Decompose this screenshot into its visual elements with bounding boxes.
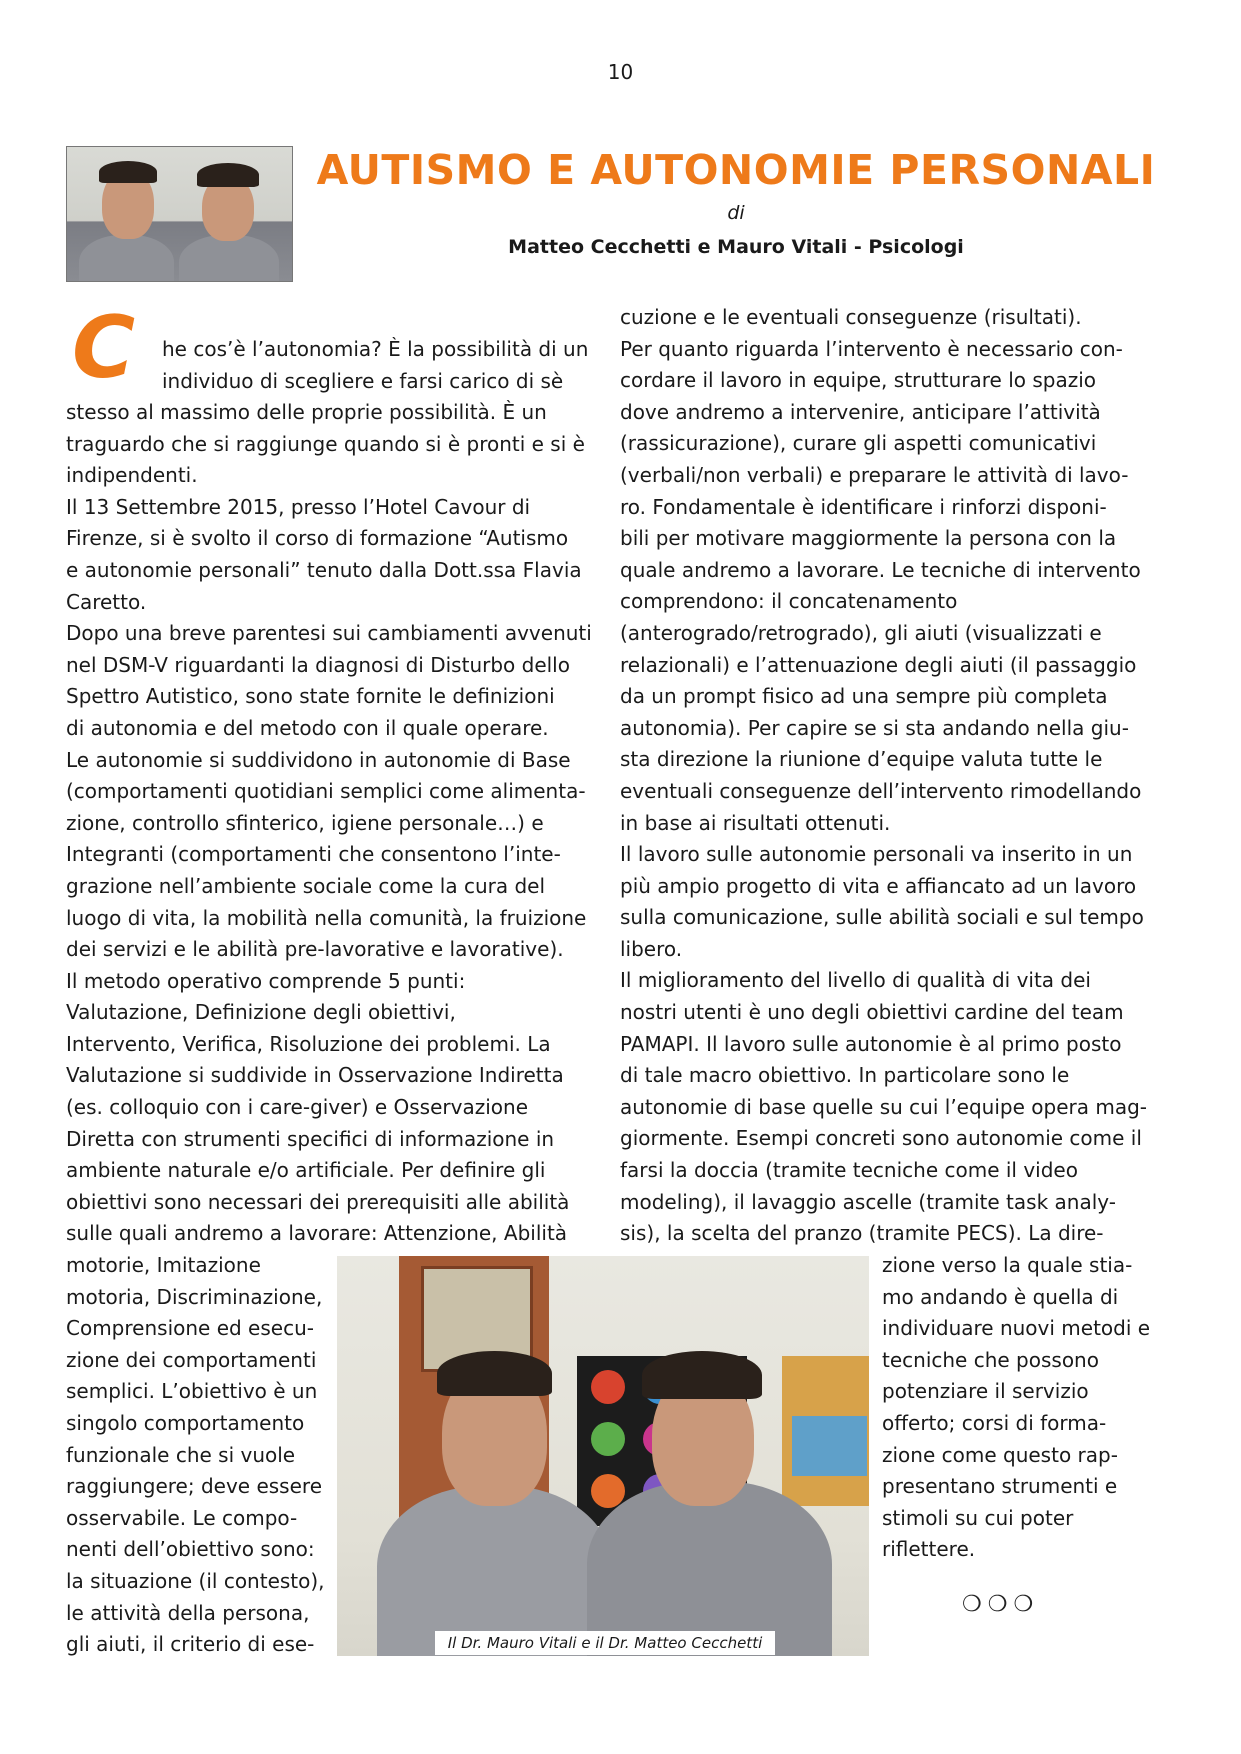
text-line: indipendenti. <box>66 463 198 488</box>
text-line: Per quanto riguarda l’intervento è necessario con- <box>620 336 1123 361</box>
text-line: Il metodo operativo comprende 5 punti: <box>66 968 466 993</box>
text-line: (anterogrado/retrogrado), gli aiuti (visualizzati e <box>620 620 1102 645</box>
left-column-wrap <box>66 1250 336 1661</box>
text-line: presentano strumenti e <box>882 1474 1118 1499</box>
photo-caption: Il Dr. Mauro Vitali e il Dr. Matteo Cecchetti <box>435 1631 775 1655</box>
text-line: cuzione e le eventuali conseguenze (risultati). <box>620 305 1082 329</box>
text-line: e autonomie personali” tenuto dalla Dott.ssa Flavia <box>66 557 582 582</box>
authors-line: Matteo Cecchetti e Mauro Vitali - Psicologi <box>508 236 964 258</box>
text-line: le attività della persona, <box>66 1600 310 1625</box>
text-line: bili per motivare maggiormente la persona con la <box>620 526 1117 551</box>
text-line: eventuali conseguenze dell’intervento rimodellando <box>620 778 1142 803</box>
text-line: motoria, Discriminazione, <box>66 1284 323 1309</box>
text-line: Il lavoro sulle autonomie personali va inserito in un <box>620 842 1133 867</box>
page-number: 10 <box>607 60 634 84</box>
text-line: libero. <box>620 936 683 961</box>
drop-cap: C <box>72 298 136 398</box>
text-line: quale andremo a lavorare. Le tecniche di intervento <box>620 557 1141 582</box>
text-line: sulla comunicazione, sulle abilità sociali e sul tempo <box>620 905 1144 930</box>
text-line: zione verso la quale stia- <box>882 1253 1133 1277</box>
text-line: in base ai risultati ottenuti. <box>620 810 891 835</box>
text-line: ambiente naturale e/o artificiale. Per definire gli <box>66 1158 546 1183</box>
text-line: Valutazione, Definizione degli obiettivi, <box>66 1000 456 1025</box>
text-line: comprendono: il concatenamento <box>620 589 958 614</box>
text-line: (rassicurazione), curare gli aspetti comunicativi <box>620 431 1097 456</box>
text-line: giormente. Esempi concreti sono autonomie come il <box>620 1126 1142 1151</box>
text-line: relazionali) e l’attenuazione degli aiuti (il passaggio <box>620 652 1137 677</box>
byline-di: di <box>727 202 745 224</box>
text-line: riflettere. <box>882 1537 976 1562</box>
text-line: sta direzione la riunione d’equipe valuta tutte le <box>620 747 1103 772</box>
text-line: Comprensione ed esecu- <box>66 1316 314 1341</box>
text-line: modeling), il lavaggio ascelle (tramite task analy- <box>620 1189 1116 1214</box>
text-line: obiettivi sono necessari dei prerequisiti alle abilità <box>66 1189 570 1214</box>
text-line: he cos’è l’autonomia? È la possibilità di un <box>162 337 589 361</box>
text-line: Diretta con strumenti specifici di informazione in <box>66 1126 555 1151</box>
text-line: dei servizi e le abilità pre-lavorative e lavorative). <box>66 937 564 962</box>
text-line: sulle quali andremo a lavorare: Attenzione, Abilità <box>66 1221 568 1246</box>
photo-box <box>792 1416 867 1476</box>
left-column <box>66 397 596 1250</box>
text-line: funzionale che si vuole <box>66 1442 296 1467</box>
text-line: nenti dell’obiettivo sono: <box>66 1537 315 1562</box>
text-line: Integranti (comportamenti che consentono l’inte- <box>66 842 561 867</box>
right-column <box>620 302 1160 1250</box>
text-line: di autonomia e del metodo con il quale operare. <box>66 715 549 740</box>
text-line: offerto; corsi di forma- <box>882 1410 1107 1435</box>
text-line: gli aiuti, il criterio di ese- <box>66 1632 315 1657</box>
text-line: grazione nell’ambiente sociale come la cura del <box>66 873 546 898</box>
text-line: PAMAPI. Il lavoro sulle autonomie è al primo posto <box>620 1031 1122 1056</box>
text-line: traguardo che si raggiunge quando si è pronti e si è <box>66 431 585 456</box>
text-line: zione, controllo sfinterico, igiene personale…) e <box>66 810 544 835</box>
text-line: Il 13 Settembre 2015, presso l’Hotel Cavour di <box>66 494 531 519</box>
text-line: autonomie di base quelle su cui l’equipe opera mag- <box>620 1094 1147 1119</box>
text-line: (es. colloquio con i care-giver) e Osservazione <box>66 1095 528 1120</box>
text-line: luogo di vita, la mobilità nella comunità, la fruizione <box>66 905 587 930</box>
article-title: AUTISMO E AUTONOMIE PERSONALI <box>316 146 1156 194</box>
intro-lines <box>162 334 602 397</box>
text-line: Spettro Autistico, sono state fornite le definizioni <box>66 684 555 709</box>
header-photo <box>66 146 293 282</box>
text-line: autonomia). Per capire se si sta andando nella giu- <box>620 715 1129 740</box>
end-of-article-marks: ❍❍❍ <box>962 1592 1040 1617</box>
text-line: raggiungere; deve essere <box>66 1474 322 1499</box>
text-line: più ampio progetto di vita e affiancato ad un lavoro <box>620 873 1137 898</box>
text-line: tecniche che possono <box>882 1347 1099 1372</box>
text-line: motorie, Imitazione <box>66 1253 261 1277</box>
text-line: Le autonomie si suddividono in autonomie di Base <box>66 747 571 772</box>
text-line: zione come questo rap- <box>882 1442 1118 1467</box>
text-line: (comportamenti quotidiani semplici come alimenta- <box>66 779 586 804</box>
text-line: farsi la doccia (tramite tecniche come il video <box>620 1158 1078 1183</box>
text-line: potenziare il servizio <box>882 1379 1089 1404</box>
text-line: nel DSM-V riguardanti la diagnosi di Disturbo dello <box>66 652 570 677</box>
text-line: Caretto. <box>66 589 147 614</box>
text-line: (verbali/non verbali) e preparare le attività di lavo- <box>620 462 1129 487</box>
text-line: Valutazione si suddivide in Osservazione Indiretta <box>66 1063 564 1088</box>
text-line: nostri utenti è uno degli obiettivi cardine del team <box>620 1000 1124 1025</box>
text-line: individuo di scegliere e farsi carico di sè <box>162 368 564 393</box>
text-line: di tale macro obiettivo. In particolare sono le <box>620 1063 1070 1088</box>
text-line: cordare il lavoro in equipe, strutturare lo spazio <box>620 368 1097 393</box>
text-line: Firenze, si è svolto il corso di formazione “Autismo <box>66 526 569 551</box>
text-line: stesso al massimo delle proprie possibilità. È un <box>66 400 547 424</box>
text-line: ro. Fondamentale è identificare i rinforzi disponi- <box>620 494 1107 519</box>
main-photo <box>337 1256 869 1656</box>
text-line: zione dei comportamenti <box>66 1347 317 1372</box>
text-line: dove andremo a intervenire, anticipare l’attività <box>620 399 1101 424</box>
text-line: individuare nuovi metodi e <box>882 1316 1151 1341</box>
text-line: Intervento, Verifica, Risoluzione dei problemi. La <box>66 1031 551 1056</box>
text-line: singolo comportamento <box>66 1410 305 1435</box>
text-line: semplici. L’obiettivo è un <box>66 1379 318 1404</box>
text-line: Dopo una breve parentesi sui cambiamenti avvenuti <box>66 621 592 646</box>
text-line: mo andando è quella di <box>882 1284 1119 1309</box>
text-line: da un prompt fisico ad una sempre più completa <box>620 684 1108 709</box>
right-column-wrap <box>882 1250 1172 1566</box>
text-line: stimoli su cui poter <box>882 1505 1074 1530</box>
text-line: la situazione (il contesto), <box>66 1568 325 1593</box>
text-line: sis), la scelta del pranzo (tramite PECS). La dire- <box>620 1221 1104 1246</box>
text-line: Il miglioramento del livello di qualità di vita dei <box>620 968 1091 993</box>
text-line: osservabile. Le compo- <box>66 1505 298 1530</box>
